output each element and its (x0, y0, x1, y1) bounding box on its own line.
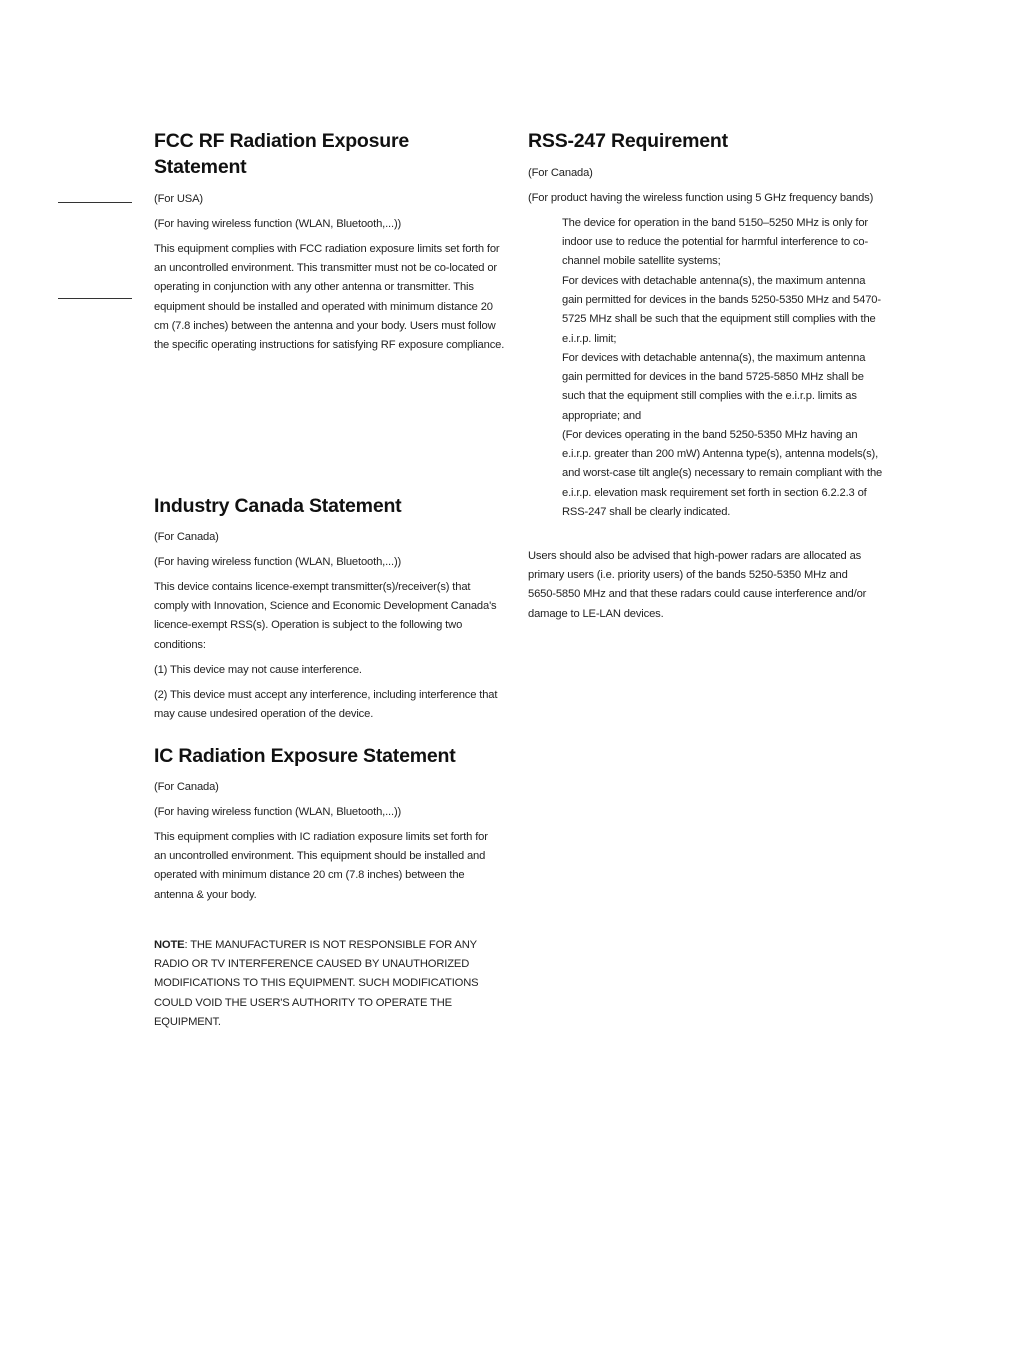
industry-canada-body: This device contains licence-exempt transmitter(s)/receiver(s) that comply with Innovation, Science and Economic Development Canada's licence-exempt RSS(s). Operation is subject to the following two conditions: (154, 581, 497, 651)
rss247-region: (For Canada) (528, 167, 593, 179)
ic-radiation-body: This equipment complies with IC radiation exposure limits set forth for an uncontrolled environment. This equipment should be installed and operated with minimum distance 20 cm (7.8 inches) between the antenna & your body. (154, 831, 488, 901)
manufacturer-note (154, 936, 504, 1032)
industry-canada-region: (For Canada) (154, 531, 219, 543)
industry-canada-heading: Industry Canada Statement (154, 495, 402, 517)
rss247-item-2: For devices with detachable antenna(s), the maximum antenna gain permitted for devices in the bands 5250-5350 MHz and 5470-5725 MHz shall be such that the equipment still complies with the e.i.r.p. limit; (562, 275, 881, 345)
ic-radiation-heading: IC Radiation Exposure Statement (154, 745, 456, 767)
industry-canada-condition-2: (2) This device must accept any interference, including interference that may cause undesired operation of the device. (154, 689, 498, 721)
fcc-heading: FCC RF Radiation Exposure Statement (154, 130, 410, 178)
ic-radiation-function: (For having wireless function (WLAN, Bluetooth,...)) (154, 806, 402, 818)
rss247-heading: RSS-247 Requirement (528, 130, 728, 152)
margin-rule-top (58, 202, 132, 203)
rss247-item-4: (For devices operating in the band 5250-5350 MHz having an e.i.r.p. greater than 200 mW) Antenna type(s), antenna models(s), and worst-case tilt angle(s) necessary to remain compliant with the e.i.r.p. elevation mask requirement set forth in section 6.2.2.3 of RSS-247 shall be clearly indicated. (562, 429, 883, 518)
fcc-region: (For USA) (154, 193, 203, 205)
industry-canada-function: (For having wireless function (WLAN, Bluetooth,...)) (154, 556, 402, 568)
fcc-body: This equipment complies with FCC radiation exposure limits set forth for an uncontrolled environment. This transmitter must not be co-located or operating in conjunction with any other antenna or transmitter. This equipment should be installed and operated with minimum distance 20 cm (7.8 inches) between the antenna and your body. Users must follow the specific operating instructions for satisfying RF exposure compliance. (154, 243, 505, 352)
note-text: : THE MANUFACTURER IS NOT RESPONSIBLE FOR ANY RADIO OR TV INTERFERENCE CAUSED BY UNAUTHORIZED MODIFICATIONS TO THIS EQUIPMENT. SUCH MODIFICATIONS COULD VOID THE USER'S AUTHORITY TO OPERATE THE EQUIPMENT. (154, 939, 479, 1028)
fcc-function: (For having wireless function (WLAN, Bluetooth,...)) (154, 218, 402, 230)
ic-radiation-region: (For Canada) (154, 781, 219, 793)
note-label: NOTE (154, 939, 185, 951)
rss247-scope: (For product having the wireless function using 5 GHz frequency bands) (528, 192, 874, 204)
rss247-advisory: Users should also be advised that high-power radars are allocated as primary users (i.e. priority users) of the bands 5250-5350 MHz and 5650-5850 MHz and that these radars could cause interference and/or damage to LE-LAN devices. (528, 550, 867, 620)
industry-canada-condition-1: (1) This device may not cause interference. (154, 664, 362, 676)
margin-rule-bottom (58, 298, 132, 299)
rss247-item-1: The device for operation in the band 5150–5250 MHz is only for indoor use to reduce the potential for harmful interference to co-channel mobile satellite systems; (562, 217, 869, 268)
rss247-item-3: For devices with detachable antenna(s), the maximum antenna gain permitted for devices in the band 5725-5850 MHz shall be such that the equipment still complies with the e.i.r.p. limits as appropriate; and (562, 352, 866, 422)
